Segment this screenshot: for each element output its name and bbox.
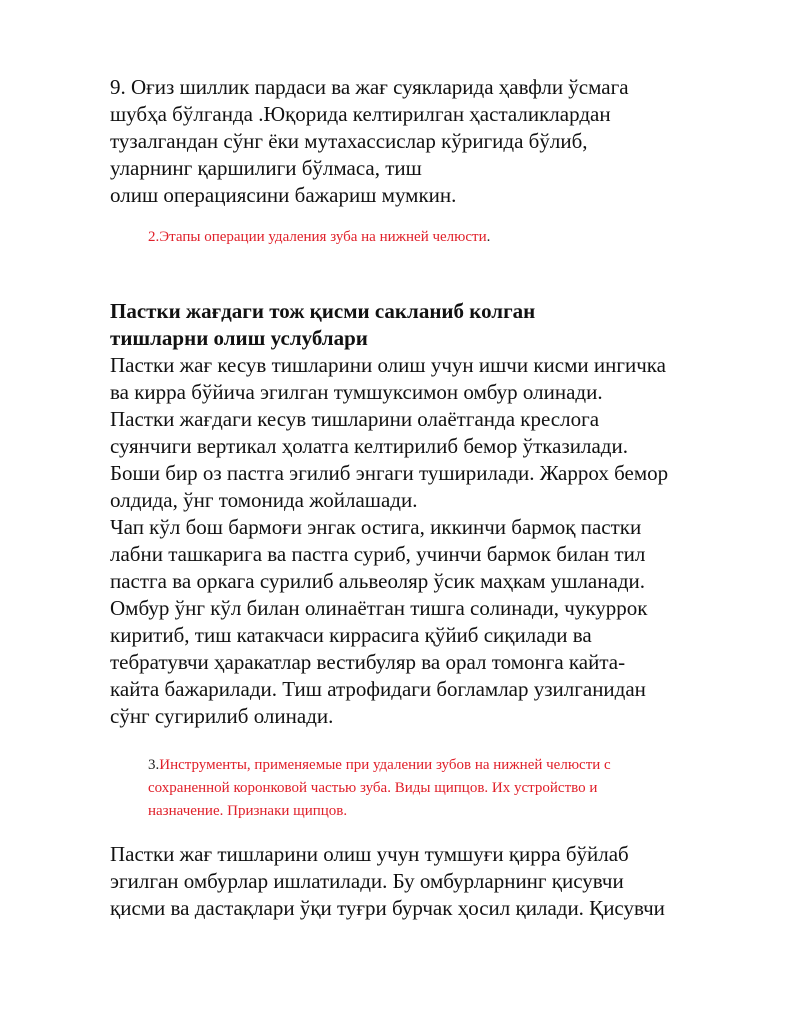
text-line: суянчиги вертикал ҳолатга келтирилиб бемор ўтказилади. [110, 434, 628, 458]
text-line: Пастки жағдаги кесув тишларини олаётганда креслога [110, 407, 600, 431]
text-line: Омбур ўнг кўл билан олинаётган тишга солинади, чукуррок [110, 596, 648, 620]
text-line: ва кирра бўйича эгилган тумшуксимон омбур олинади. [110, 380, 603, 404]
section-3-title-line: сохраненной коронковой частью зуба. Виды щипцов. Их устройство и [148, 780, 598, 796]
text-line: Боши бир оз пастга эгилиб энгаги туширилади. Жаррох бемор [110, 461, 669, 485]
text-line: лабни ташкарига ва пастга суриб, учинчи бармок билан тил [110, 542, 646, 566]
section-3-title-line [148, 754, 750, 777]
text-line: олдида, ўнг томонида жойлашади. [110, 488, 418, 512]
section-2-title-dot: . [486, 229, 491, 245]
text-line: Пастки жағ тишларини олиш учун тумшуғи қирра бўйлаб [110, 842, 629, 866]
text-line: тузалгандан сўнг ёки мутахассислар кўригида бўлиб, [110, 129, 588, 153]
heading-line: Пастки жағдаги тож қисми сакланиб колган [110, 299, 536, 323]
section-3-title-line: назначение. Признаки щипцов. [148, 803, 348, 819]
text-line: кайта бажарилади. Тиш атрофидаги богламлар узилганидан [110, 677, 646, 701]
text-line: олиш операциясини бажариш мумкин. [110, 183, 457, 207]
text-line: сўнг сугирилиб олинади. [110, 704, 334, 728]
section-3-title-text: Инструменты, применяемые при удалении зубов на нижней челюсти с [159, 757, 611, 773]
section-2-title-text: 2.Этапы операции удаления зуба на нижней челюсти [148, 229, 487, 245]
section-2-title [110, 226, 750, 249]
text-line: 9. Оғиз шиллик пардаси ва жағ суякларида ҳавфли ўсмага [110, 75, 629, 99]
document-page [110, 72, 750, 922]
text-line: Пастки жағ кесув тишларини олиш учун ишчи кисми ингичка [110, 353, 666, 377]
paragraph-instruments [110, 841, 750, 922]
text-line: шубҳа бўлганда .Юқорида келтирилган ҳасталиклардан [110, 102, 611, 126]
section-3-title [110, 754, 750, 823]
paragraph-contraindications [110, 74, 750, 209]
text-line: тебратувчи ҳаракатлар вестибуляр ва орал томонга кайта- [110, 650, 626, 674]
paragraph-procedure [110, 352, 750, 730]
heading-line: тишларни олиш услублари [110, 326, 368, 350]
text-line: эгилган омбурлар ишлатилади. Бу омбурларнинг қисувчи [110, 869, 624, 893]
text-line: Чап кўл бош бармоғи энгак остига, иккинчи бармоқ пастки [110, 515, 642, 539]
section-heading [110, 298, 750, 352]
text-line: пастга ва оркага сурилиб альвеоляр ўсик маҳкам ушланади. [110, 569, 645, 593]
text-line: киритиб, тиш катакчаси киррасига қўйиб сиқилади ва [110, 623, 592, 647]
text-line: уларнинг қаршилиги бўлмаса, тиш [110, 156, 422, 180]
text-line: қисми ва дастақлари ўқи туғри бурчак ҳосил қилади. Қисувчи [110, 896, 665, 920]
section-3-number: 3. [148, 757, 160, 773]
